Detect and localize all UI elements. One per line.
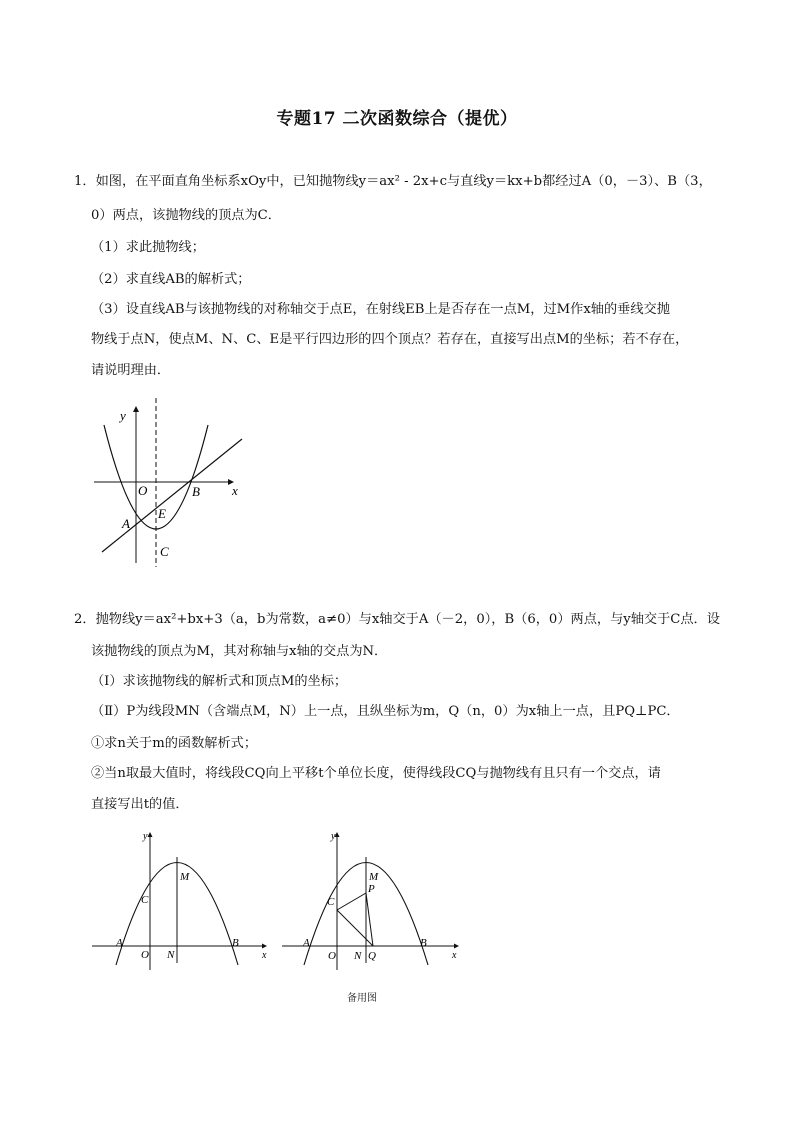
q2-line-2: 该抛物线的顶点为M，其对称轴与x轴的交点为N．	[91, 644, 388, 659]
segment-cq	[337, 910, 373, 946]
label-c: C	[327, 896, 335, 908]
segment-cp	[337, 893, 366, 910]
label-y: y	[143, 831, 148, 842]
q1-part-2: （2）求直线AB的解析式；	[91, 272, 251, 287]
label-x: x	[452, 950, 457, 961]
label-a: A	[122, 516, 130, 531]
label-a: A	[116, 937, 123, 949]
q1-line-7: 请说明理由．	[91, 363, 171, 378]
label-b: B	[192, 484, 200, 499]
label-b: B	[232, 937, 239, 949]
label-c: C	[160, 544, 169, 559]
page-title: 专题17 二次函数综合（提优）	[276, 109, 518, 129]
label-o: O	[328, 950, 336, 962]
q1-part-1: （1）求此抛物线；	[91, 240, 205, 255]
label-p: P	[368, 883, 375, 895]
line-ab	[102, 439, 242, 552]
label-b: B	[420, 937, 427, 949]
label-o: O	[138, 483, 148, 498]
q2-part-2: （Ⅱ）P为线段MN（含端点M，N）上一点，且纵坐标为m，Q（n，0）为x轴上一点，且PQ⊥PC．	[91, 704, 680, 719]
label-o: O	[141, 949, 149, 961]
label-a: A	[303, 937, 310, 949]
label-y: y	[331, 831, 336, 842]
label-x: x	[232, 483, 238, 498]
label-q: Q	[368, 950, 376, 962]
label-x: x	[262, 950, 267, 961]
q1-line-6: 物线于点N，使点M、N、C、E是平行四边形的四个顶点？若存在，直接写出点M的坐标；若不存在，	[91, 332, 689, 347]
label-m: M	[369, 871, 379, 883]
label-n: N	[354, 950, 362, 962]
segment-pq	[366, 893, 373, 946]
label-y: y	[120, 408, 126, 423]
q2-part-1: （Ⅰ）求该抛物线的解析式和顶点M的坐标；	[91, 674, 348, 689]
q2-sub-2: ②当n取最大值时，将线段CQ向上平移t个单位长度，使得线段CQ与抛物线有且只有一个交点，请	[91, 766, 661, 781]
q1-figure	[88, 395, 258, 570]
figure-caption: 备用图	[347, 993, 377, 1004]
q1-part-3: （3）设直线AB与该抛物线的对称轴交于点E，在射线EB上是否存在一点M，过M作x轴的垂线交抛	[91, 302, 670, 317]
q2-figure-right	[280, 825, 470, 973]
q2-line-1: 2．抛物线y＝ax²+bx+3（a，b为常数，a≠0）与x轴交于A（－2，0），B（6，0）两点，与y轴交于C点．设	[74, 612, 720, 627]
q2-sub-1: ①求n关于m的函数解析式；	[91, 736, 258, 751]
q2-figure-left	[88, 825, 278, 973]
q2-line-7: 直接写出t的值．	[91, 797, 189, 812]
label-e: E	[158, 506, 166, 521]
label-c: C	[141, 894, 149, 906]
q1-line-1: 1．如图，在平面直角坐标系xOy中，已知抛物线y＝ax² - 2x+c与直线y＝kx+b都经过A（0，－3）、B（3，	[74, 174, 712, 189]
q1-line-2: 0）两点，该抛物线的顶点为C．	[91, 208, 281, 223]
label-m: M	[180, 871, 190, 883]
label-n: N	[167, 949, 175, 961]
